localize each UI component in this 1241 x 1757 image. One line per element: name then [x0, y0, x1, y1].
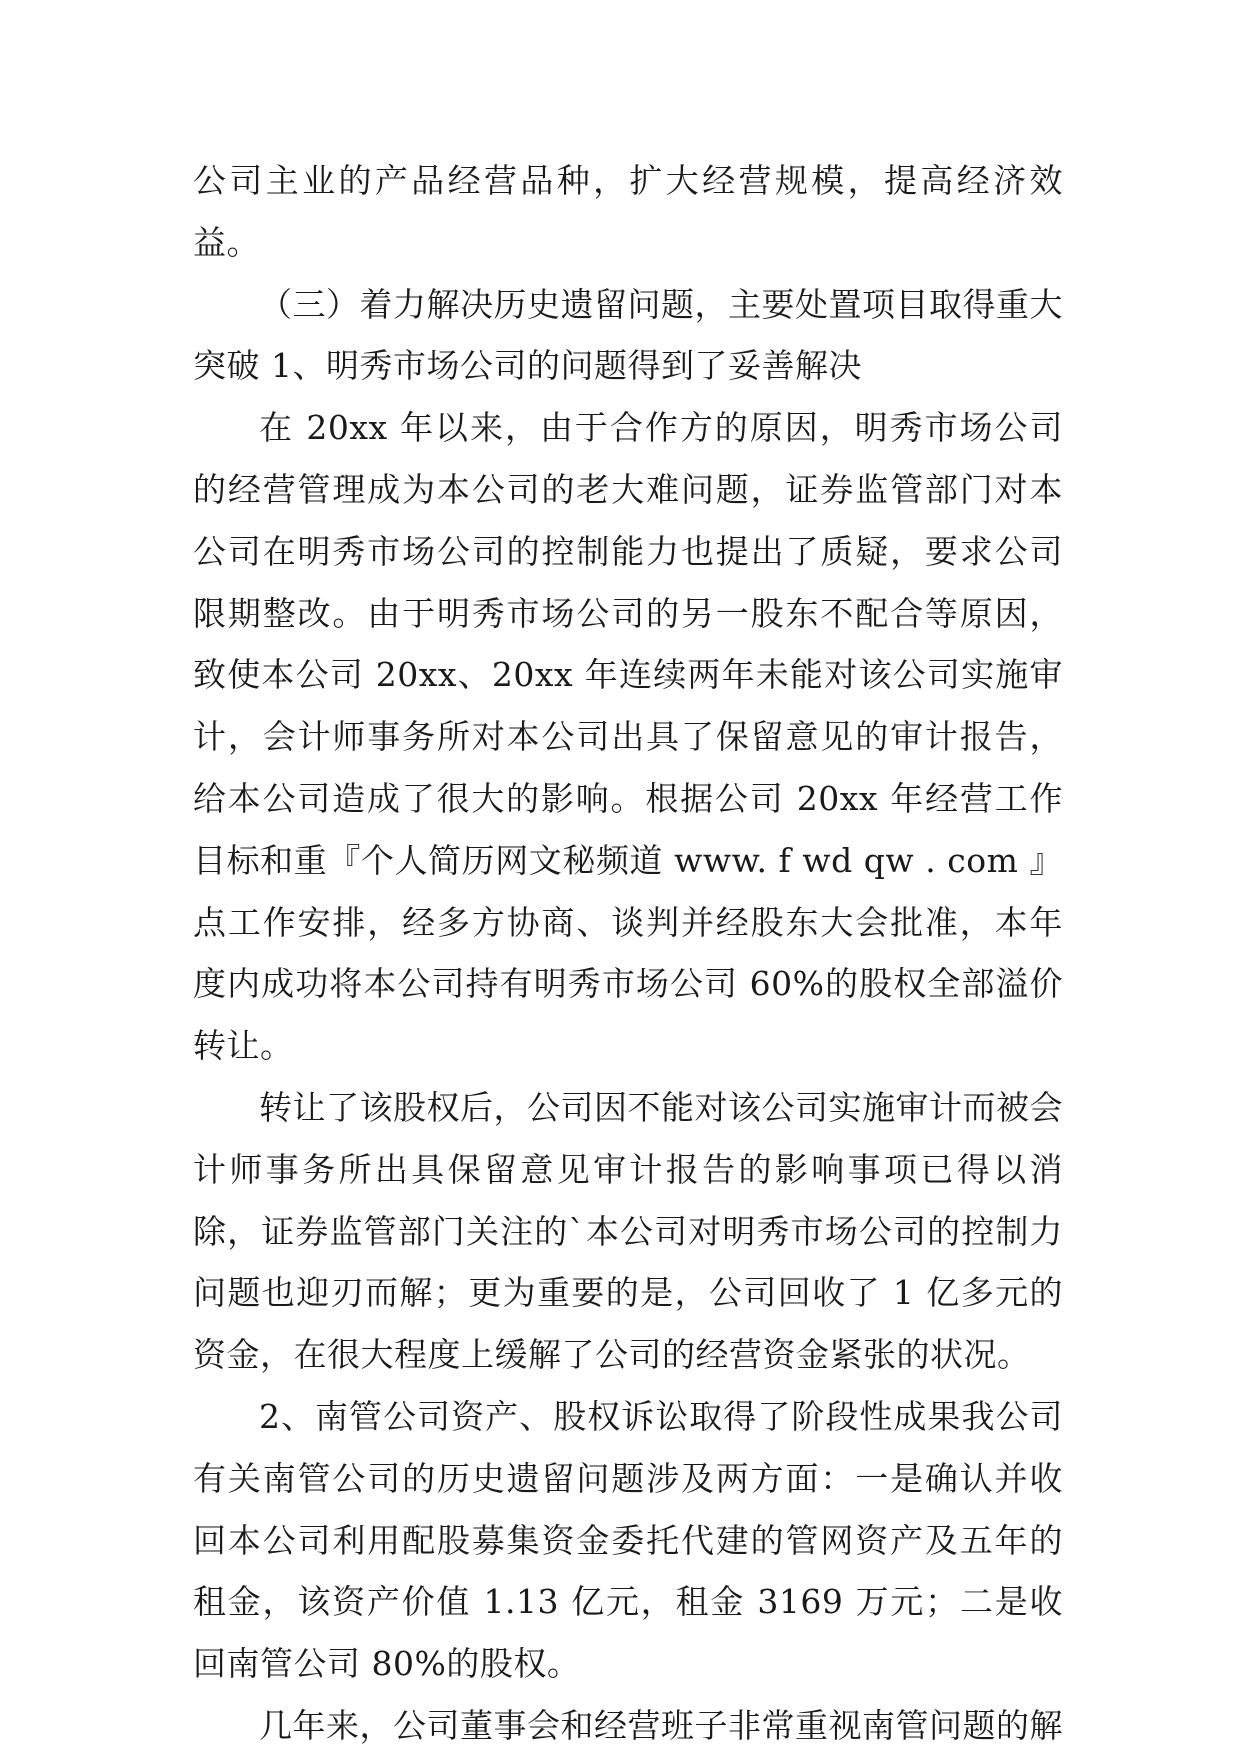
paragraph-1: 公司主业的产品经营品种，扩大经营规模，提高经济效益。: [193, 161, 1063, 262]
paragraph-6: 几年来，公司董事会和经营班子非常重视南管问题的解: [259, 1705, 1063, 1745]
paragraph-5: 2、南管公司资产、股权诉讼取得了阶段性成果我公司有关南管公司的历史遗留问题涉及两方面：一是确认并收回本公司利用配股募集资金委托代建的管网资产及五年的租金，该资产价值 1.13 亿元，租金 3169 万元；二是收回南管公司 80%的股权。: [193, 1396, 1063, 1684]
paragraph-3: 在 20xx 年以来，由于合作方的原因，明秀市场公司的经营管理成为本公司的老大难问题，证券监管部门对本公司在明秀市场公司的控制能力也提出了质疑，要求公司限期整改。由于明秀市场公司的另一股东不配合等原因，致使本公司 20xx、20xx 年连续两年未能对该公司实施审计，会计师事务所对本公司出具了保留意见的审计报告，给本公司造成了很大的影响。根据公司 20xx 年经营工作目标和重『个人简历网文秘频道 www. f wd qw . com 』点工作安排，经多方协商、谈判并经股东大会批准，本年度内成功将本公司持有明秀市场公司 60%的股权全部溢价转让。: [193, 408, 1063, 1066]
document-body: [193, 150, 1063, 1757]
paragraph-2-section-heading: （三）着力解决历史遗留问题，主要处置项目取得重大突破 1、明秀市场公司的问题得到了妥善解决: [193, 284, 1063, 386]
paragraph-4: 转让了该股权后，公司因不能对该公司实施审计而被会计师事务所出具保留意见审计报告的影响事项已得以消除，证券监管部门关注的`本公司对明秀市场公司的控制力问题也迎刃而解；更为重要的是，公司回收了 1 亿多元的资金，在很大程度上缓解了公司的经营资金紧张的状况。: [193, 1087, 1063, 1375]
